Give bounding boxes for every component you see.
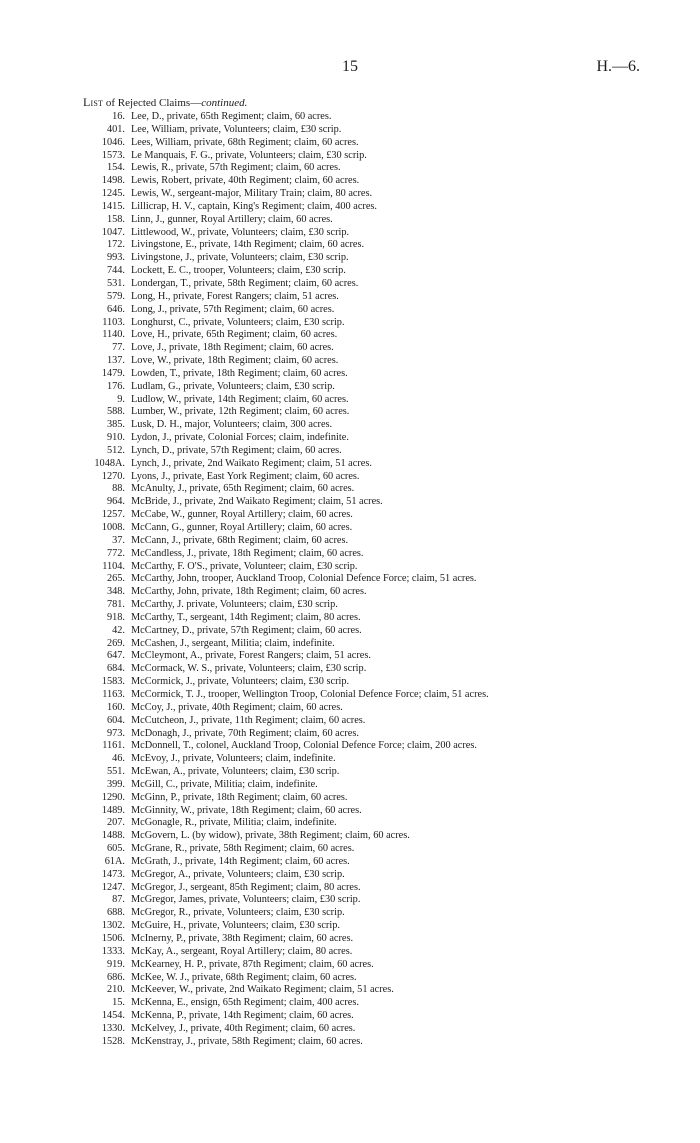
claim-number: 1506. <box>101 933 125 944</box>
list-item <box>70 689 690 702</box>
list-item <box>70 638 690 651</box>
list-item <box>70 201 690 214</box>
claim-number: 551. <box>106 766 125 778</box>
claim-number: 385. <box>106 419 125 431</box>
claim-number: 919. <box>106 958 125 970</box>
claim-number: 605. <box>106 843 125 855</box>
claim-number: 265. <box>106 573 125 585</box>
list-item <box>70 1023 690 1036</box>
claim-text: McGill, C., private, Militia; claim, indefinite. <box>131 778 318 790</box>
claim-text: Lynch, D., private, 57th Regiment; claim, 60 acres. <box>131 444 342 456</box>
claim-text: McGregor, J., sergeant, 85th Regiment; claim, 80 acres. <box>131 881 361 893</box>
list-item <box>70 496 690 509</box>
list-item <box>70 188 690 201</box>
claim-number: 207. <box>106 817 125 829</box>
list-item <box>70 972 690 985</box>
claim-text: Lyons, J., private, East York Regiment; claim, 60 acres. <box>131 470 360 482</box>
claim-number: 160. <box>106 701 125 713</box>
list-item <box>70 150 690 163</box>
claim-text: Longhurst, C., private, Volunteers; claim, £30 scrip. <box>131 316 345 328</box>
list-item <box>70 483 690 496</box>
claim-number: 647. <box>106 650 125 662</box>
list-item <box>70 406 690 419</box>
claim-number: 1047. <box>101 226 125 238</box>
list-item <box>70 252 690 265</box>
list-item <box>70 715 690 728</box>
claim-text: McCormick, J., private, Volunteers; claim, £30 scrip. <box>131 676 350 688</box>
list-item <box>70 265 690 278</box>
claim-number: 1479. <box>101 367 125 379</box>
claim-number: 744. <box>106 265 125 277</box>
list-item <box>70 522 690 535</box>
claim-number: 1247. <box>101 881 125 893</box>
list-item <box>70 227 690 240</box>
list-item <box>70 612 690 625</box>
claim-text: Lees, William, private, 68th Regiment; claim, 60 acres. <box>131 136 359 148</box>
list-item <box>70 959 690 972</box>
list-item <box>70 946 690 959</box>
claim-text: Lillicrap, H. V., captain, King's Regiment; claim, 400 acres. <box>131 200 377 212</box>
list-item <box>70 432 690 445</box>
list-item <box>70 278 690 291</box>
claim-number: 579. <box>106 290 125 302</box>
list-item <box>70 342 690 355</box>
list-item <box>70 625 690 638</box>
claim-number: 1454. <box>101 1010 125 1022</box>
claim-text: McDonnell, T., colonel, Auckland Troop, Colonial Defence Force; claim, 200 acres. <box>131 740 477 752</box>
claim-text: McCandless, J., private, 18th Regiment; claim, 60 acres. <box>131 547 364 559</box>
claim-text: McGuire, H., private, Volunteers; claim, £30 scrip. <box>131 920 340 932</box>
list-item <box>70 561 690 574</box>
claim-text: McKelvey, J., private, 40th Regiment; claim, 60 acres. <box>131 1022 356 1034</box>
claim-text: McCoy, J., private, 40th Regiment; claim, 60 acres. <box>131 701 343 713</box>
list-item <box>70 728 690 741</box>
claim-number: 1048A. <box>94 457 125 469</box>
claim-number: 401. <box>106 123 125 135</box>
claim-number: 1163. <box>102 688 125 700</box>
claim-text: Linn, J., gunner, Royal Artillery; claim, 60 acres. <box>131 213 333 225</box>
list-item <box>70 1036 690 1049</box>
claim-number: 1290. <box>101 791 125 803</box>
claim-number: 1302. <box>101 920 125 932</box>
list-item <box>70 907 690 920</box>
claim-number: 1245. <box>101 188 125 200</box>
claim-text: McKenna, P., private, 14th Regiment; claim, 60 acres. <box>131 1010 354 1022</box>
claim-number: 9. <box>117 393 125 405</box>
rejected-claims-list <box>70 111 690 1049</box>
claim-text: McCann, G., gunner, Royal Artillery; claim, 60 acres. <box>131 522 353 533</box>
claim-number: 1415. <box>101 200 125 212</box>
claim-text: McGregor, James, private, Volunteers; claim, £30 scrip. <box>131 894 361 906</box>
list-item <box>70 291 690 304</box>
claim-number: 137. <box>106 355 125 367</box>
claim-number: 910. <box>106 432 125 444</box>
claim-number: 1140. <box>102 329 125 341</box>
claim-number: 646. <box>106 303 125 315</box>
list-item <box>70 650 690 663</box>
list-item <box>70 856 690 869</box>
claim-text: Ludlam, G., private, Volunteers; claim, £30 scrip. <box>131 380 335 392</box>
claim-number: 918. <box>106 611 125 623</box>
list-item <box>70 137 690 150</box>
list-item <box>70 509 690 522</box>
list-item <box>70 535 690 548</box>
claim-text: McGrath, J., private, 14th Regiment; claim, 60 acres. <box>131 855 350 867</box>
claim-number: 781. <box>106 599 125 611</box>
list-item <box>70 984 690 997</box>
claim-text: McCleymont, A., private, Forest Rangers; claim, 51 acres. <box>131 650 371 662</box>
list-item <box>70 162 690 175</box>
claim-number: 37. <box>112 534 125 546</box>
list-item <box>70 882 690 895</box>
claim-text: McGregor, R., private, Volunteers; claim, £30 scrip. <box>131 907 345 919</box>
list-item <box>70 779 690 792</box>
claim-number: 77. <box>112 342 125 354</box>
claim-number: 604. <box>106 714 125 726</box>
claim-number: 1104. <box>102 560 125 572</box>
claim-text: Le Manquais, F. G., private, Volunteers; claim, £30 scrip. <box>131 149 367 161</box>
list-heading-rest: of Rejected Claims— <box>105 97 202 109</box>
list-item <box>70 548 690 561</box>
claim-number: 348. <box>106 586 125 598</box>
claim-text: Lewis, R., private, 57th Regiment; claim, 60 acres. <box>131 162 341 174</box>
claim-text: Love, W., private, 18th Regiment; claim, 60 acres. <box>131 355 339 367</box>
claim-text: Lee, William, private, Volunteers; claim, £30 scrip. <box>131 123 342 135</box>
list-item <box>70 239 690 252</box>
claim-text: Long, H., private, Forest Rangers; claim, 51 acres. <box>131 290 339 302</box>
claim-number: 1573. <box>101 149 125 161</box>
claim-text: McKay, A., sergeant, Royal Artillery; claim, 80 acres. <box>131 945 353 957</box>
claim-number: 1161. <box>102 740 125 752</box>
list-item <box>70 304 690 317</box>
list-item <box>70 214 690 227</box>
claim-text: McEwan, A., private, Volunteers; claim, £30 scrip. <box>131 766 340 778</box>
claim-number: 531. <box>106 277 125 289</box>
claim-text: Lusk, D. H., major, Volunteers; claim, 300 acres. <box>131 419 333 431</box>
list-item <box>70 355 690 368</box>
claim-text: Lowden, T., private, 18th Regiment; claim, 60 acres. <box>131 367 348 379</box>
list-item <box>70 175 690 188</box>
claim-number: 399. <box>106 778 125 790</box>
list-item <box>70 599 690 612</box>
claim-number: 964. <box>106 496 125 508</box>
claim-text: Lee, D., private, 65th Regiment; claim, 60 acres. <box>131 111 332 122</box>
list-item <box>70 869 690 882</box>
claim-text: Love, J., private, 18th Regiment; claim, 60 acres. <box>131 342 334 354</box>
list-item <box>70 792 690 805</box>
claim-text: McCutcheon, J., private, 11th Regiment; claim, 60 acres. <box>131 714 366 726</box>
claim-text: Lydon, J., private, Colonial Forces; claim, indefinite. <box>131 432 349 444</box>
claim-text: McCarthy, John, trooper, Auckland Troop, Colonial Defence Force; claim, 51 acres. <box>131 573 477 585</box>
claim-text: McCartney, D., private, 57th Regiment; claim, 60 acres. <box>131 624 362 636</box>
list-item <box>70 920 690 933</box>
claim-text: Ludlow, W., private, 14th Regiment; claim, 60 acres. <box>131 393 349 405</box>
claim-number: 1330. <box>101 1022 125 1034</box>
claim-text: Livingstone, E., private, 14th Regiment; claim, 60 acres. <box>131 239 365 251</box>
claim-text: McGonagle, R., private, Militia; claim, indefinite. <box>131 817 337 829</box>
claim-text: McKearney, H. P., private, 87th Regiment; claim, 60 acres. <box>131 958 374 970</box>
list-item <box>70 445 690 458</box>
list-item <box>70 740 690 753</box>
claim-number: 1473. <box>101 868 125 880</box>
list-item <box>70 111 690 124</box>
claim-number: 512. <box>106 444 125 456</box>
claim-number: 15. <box>112 997 125 1009</box>
claim-number: 172. <box>106 239 125 251</box>
claim-text: Lewis, Robert, private, 40th Regiment; claim, 60 acres. <box>131 175 360 187</box>
list-item <box>70 586 690 599</box>
claim-text: Lumber, W., private, 12th Regiment; claim, 60 acres. <box>131 406 350 418</box>
list-item <box>70 381 690 394</box>
list-heading-word: List <box>83 95 104 109</box>
claim-number: 154. <box>106 162 125 174</box>
claim-number: 684. <box>106 663 125 675</box>
claim-number: 1528. <box>101 1035 125 1047</box>
list-item <box>70 394 690 407</box>
list-item <box>70 766 690 779</box>
claim-number: 42. <box>112 624 125 636</box>
list-item <box>70 663 690 676</box>
claim-text: McCarthy, T., sergeant, 14th Regiment; claim, 80 acres. <box>131 611 361 623</box>
claim-text: Littlewood, W., private, Volunteers; claim, £30 scrip. <box>131 226 350 238</box>
claim-number: 1489. <box>101 804 125 816</box>
claim-number: 269. <box>106 637 125 649</box>
list-heading <box>83 95 247 110</box>
claim-number: 1583. <box>101 676 125 688</box>
claim-text: McCarthy, John, private, 18th Regiment; claim, 60 acres. <box>131 586 367 598</box>
claim-text: McCarthy, J. private, Volunteers; claim, £30 scrip. <box>131 599 338 611</box>
claim-number: 772. <box>106 547 125 559</box>
document-reference: H.—6. <box>596 58 640 75</box>
claim-text: McEvoy, J., private, Volunteers; claim, indefinite. <box>131 753 336 765</box>
claim-text: McGinnity, W., private, 18th Regiment; claim, 60 acres. <box>131 804 362 816</box>
claim-number: 1103. <box>102 316 125 328</box>
claim-number: 993. <box>106 252 125 264</box>
list-heading-continued: continued. <box>201 97 248 109</box>
claim-number: 588. <box>106 406 125 418</box>
list-item <box>70 124 690 137</box>
claim-text: Lockett, E. C., trooper, Volunteers; claim, £30 scrip. <box>131 265 346 277</box>
claim-text: McKeever, W., private, 2nd Waikato Regiment; claim, 51 acres. <box>131 984 394 996</box>
list-item <box>70 894 690 907</box>
claim-text: McCormick, T. J., trooper, Wellington Troop, Colonial Defence Force; claim, 51 acres. <box>131 688 489 700</box>
claim-number: 88. <box>112 483 125 495</box>
claim-text: McCabe, W., gunner, Royal Artillery; claim, 60 acres. <box>131 509 353 521</box>
list-item <box>70 997 690 1010</box>
claim-number: 87. <box>112 894 125 906</box>
claim-text: McInerny, P., private, 38th Regiment; claim, 60 acres. <box>131 933 354 944</box>
claim-text: McGregor, A., private, Volunteers; claim, £30 scrip. <box>131 868 345 880</box>
claim-number: 158. <box>106 213 125 225</box>
claim-text: Livingstone, J., private, Volunteers; claim, £30 scrip. <box>131 252 349 264</box>
claim-text: McBride, J., private, 2nd Waikato Regiment; claim, 51 acres. <box>131 496 383 508</box>
claim-text: Love, H., private, 65th Regiment; claim, 60 acres. <box>131 329 338 341</box>
page-number: 15 <box>342 58 358 75</box>
claim-text: McCann, J., private, 68th Regiment; claim, 60 acres. <box>131 534 349 546</box>
claim-number: 1257. <box>101 509 125 521</box>
claim-number: 176. <box>106 380 125 392</box>
claim-number: 1270. <box>101 470 125 482</box>
list-item <box>70 317 690 330</box>
claim-number: 1498. <box>101 175 125 187</box>
claim-text: Long, J., private, 57th Regiment; claim, 60 acres. <box>131 303 335 315</box>
claim-number: 16. <box>112 111 125 122</box>
claim-number: 210. <box>106 984 125 996</box>
claim-number: 46. <box>112 753 125 765</box>
claim-number: 61A. <box>104 855 125 867</box>
claim-number: 1488. <box>101 830 125 842</box>
list-item <box>70 676 690 689</box>
claim-number: 1046. <box>101 136 125 148</box>
claim-text: McGovern, L. (by widow), private, 38th Regiment; claim, 60 acres. <box>131 830 410 842</box>
claim-text: McCashen, J., sergeant, Militia; claim, indefinite. <box>131 637 335 649</box>
claim-number: 973. <box>106 727 125 739</box>
claim-number: 1008. <box>101 522 125 533</box>
claim-text: McKenna, E., ensign, 65th Regiment; claim, 400 acres. <box>131 997 359 1009</box>
claim-number: 688. <box>106 907 125 919</box>
claim-text: McCormack, W. S., private, Volunteers; claim, £30 scrip. <box>131 663 367 675</box>
list-item <box>70 843 690 856</box>
claim-text: Lewis, W., sergeant-major, Military Train; claim, 80 acres. <box>131 188 373 200</box>
claim-text: Londergan, T., private, 58th Regiment; claim, 60 acres. <box>131 277 359 289</box>
claim-number: 686. <box>106 971 125 983</box>
claim-text: McGrane, R., private, 58th Regiment; claim, 60 acres. <box>131 843 355 855</box>
list-item <box>70 933 690 946</box>
claim-text: McKee, W. J., private, 68th Regiment; claim, 60 acres. <box>131 971 357 983</box>
list-item <box>70 830 690 843</box>
list-item <box>70 368 690 381</box>
list-item <box>70 1010 690 1023</box>
list-item <box>70 702 690 715</box>
list-item <box>70 419 690 432</box>
list-item <box>70 753 690 766</box>
list-item <box>70 817 690 830</box>
claim-text: McCarthy, F. O'S., private, Volunteer; claim, £30 scrip. <box>131 560 358 572</box>
list-item <box>70 329 690 342</box>
claim-text: Lynch, J., private, 2nd Waikato Regiment; claim, 51 acres. <box>131 457 372 469</box>
list-item <box>70 458 690 471</box>
list-item <box>70 805 690 818</box>
claim-text: McAnulty, J., private, 65th Regiment; claim, 60 acres. <box>131 483 355 495</box>
claim-number: 1333. <box>101 945 125 957</box>
list-item <box>70 573 690 586</box>
claim-text: McKenstray, J., private, 58th Regiment; claim, 60 acres. <box>131 1035 363 1047</box>
claim-text: McDonagh, J., private, 70th Regiment; claim, 60 acres. <box>131 727 359 739</box>
list-item <box>70 471 690 484</box>
claim-text: McGinn, P., private, 18th Regiment; claim, 60 acres. <box>131 791 348 803</box>
